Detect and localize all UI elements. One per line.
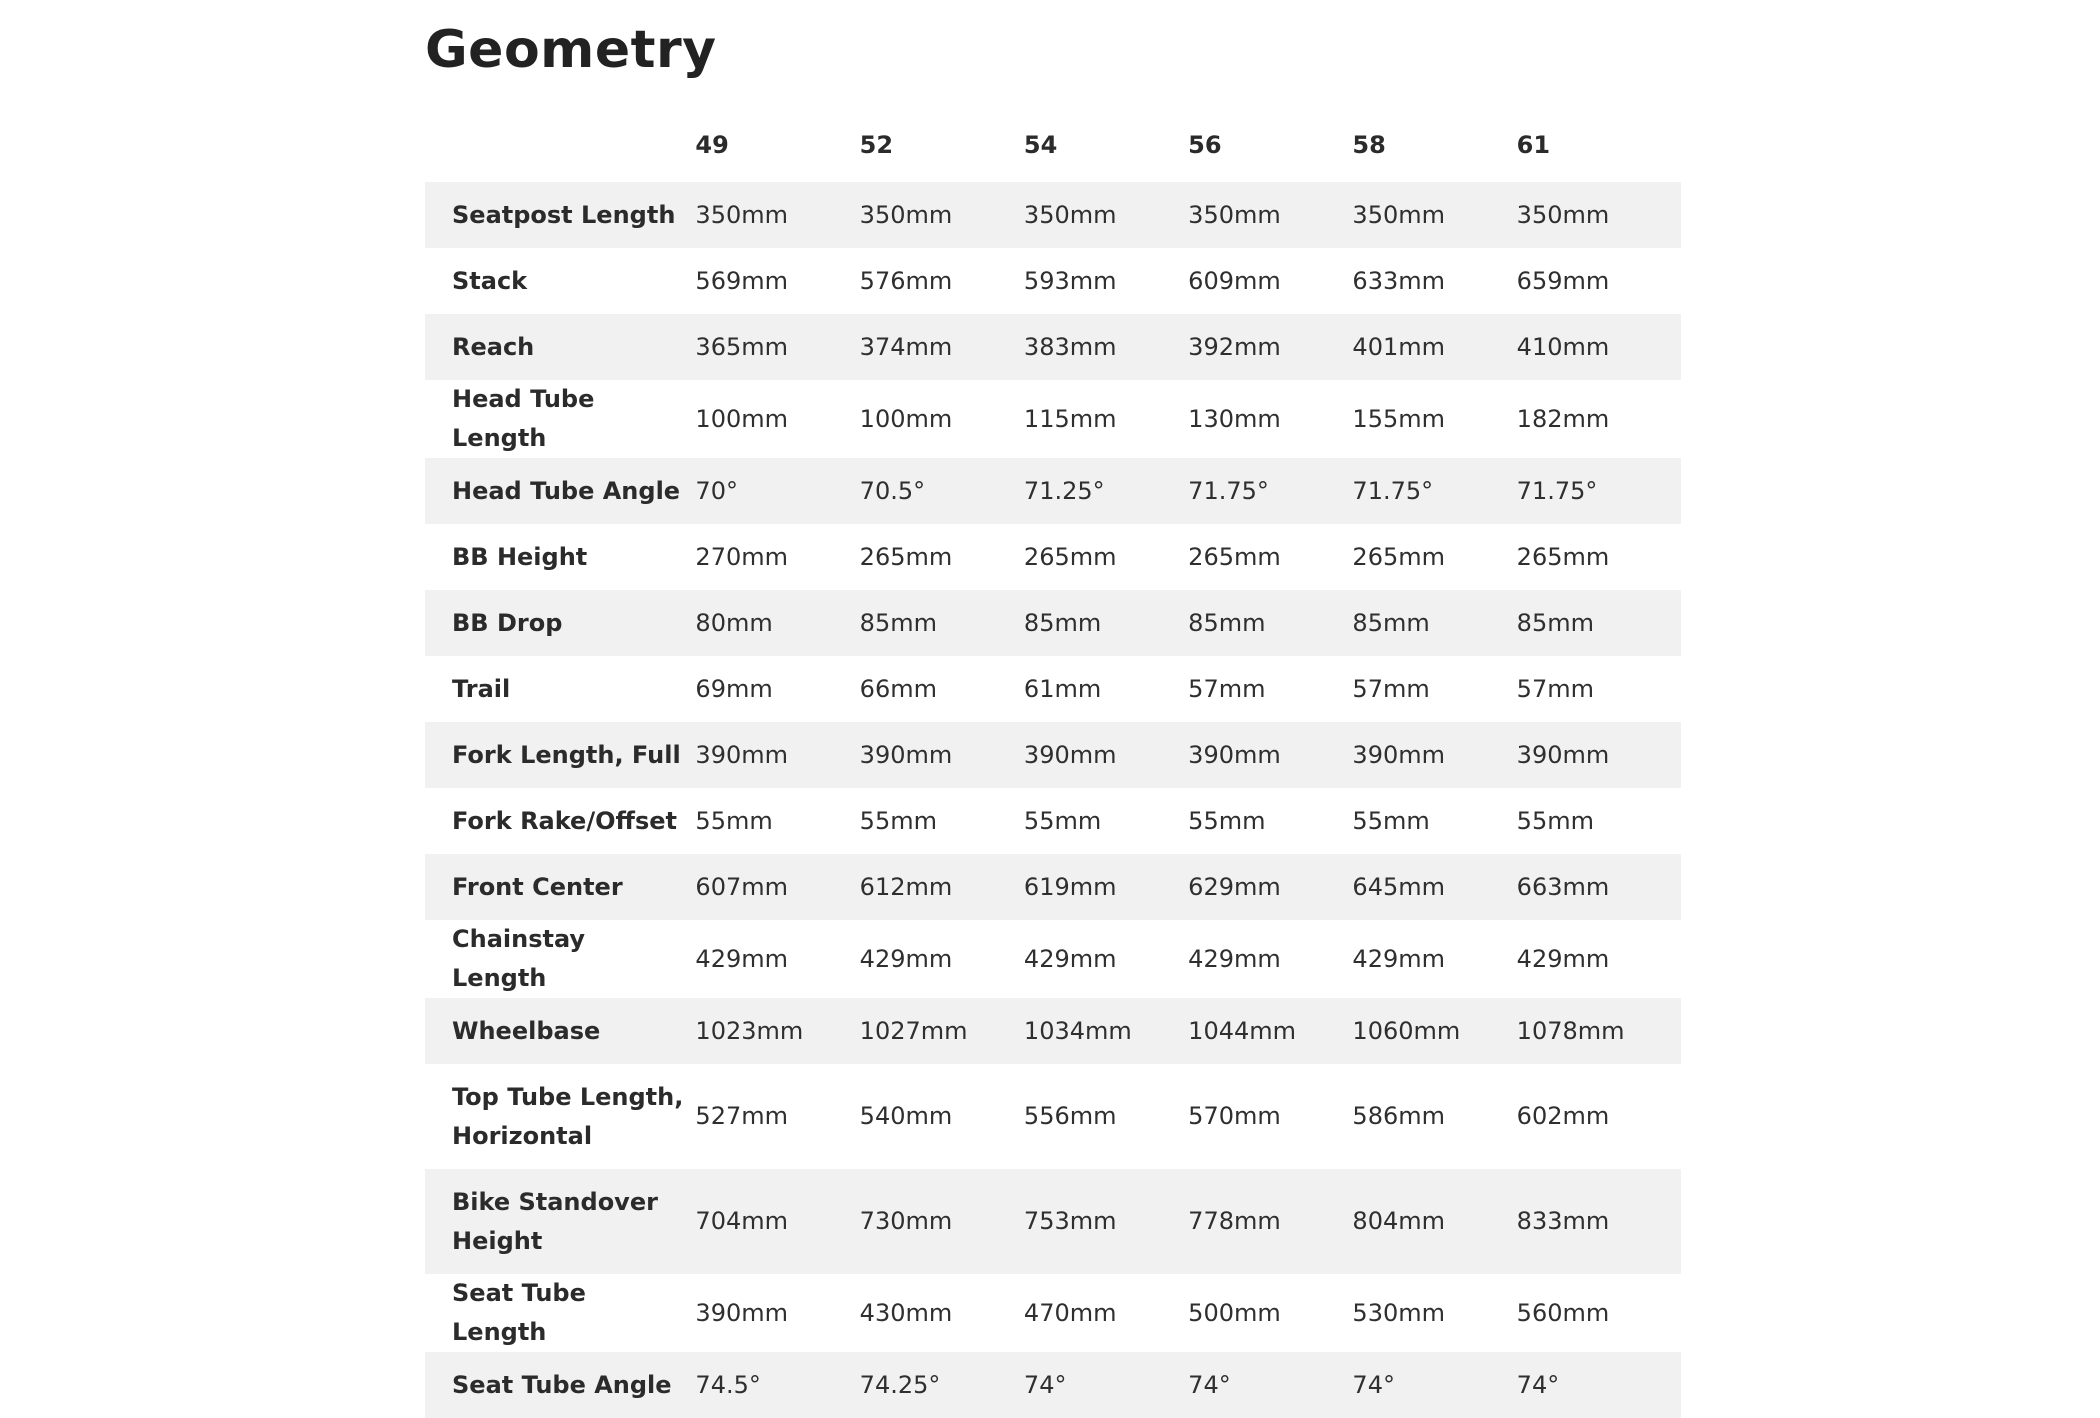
value-cell: 570mm xyxy=(1188,1102,1281,1130)
row-label: Fork Rake/Offset xyxy=(452,806,677,835)
value-cell: 71.75° xyxy=(1188,476,1269,505)
value-cell: 74.5° xyxy=(695,1370,761,1399)
value-cell: 540mm xyxy=(859,1102,953,1130)
table-row xyxy=(425,1352,1681,1418)
value-cell: 71.25° xyxy=(1023,476,1105,505)
value-cell: 350mm xyxy=(1188,200,1281,229)
row-label: Fork Length, Full xyxy=(452,740,681,769)
value-cell: 753mm xyxy=(1023,1207,1117,1235)
table-row xyxy=(425,998,1681,1064)
value-cell: 619mm xyxy=(1023,872,1117,901)
row-label: Stack xyxy=(452,266,528,295)
row-label: Reach xyxy=(452,332,535,361)
size-header-cell: 58 xyxy=(1352,131,1386,159)
value-cell: 586mm xyxy=(1352,1102,1445,1130)
table-body xyxy=(425,182,1681,1418)
value-cell: 1023mm xyxy=(695,1016,804,1045)
row-label: Top Tube Length, Horizontal xyxy=(452,1082,684,1150)
geometry-section xyxy=(425,0,1681,1418)
value-cell: 629mm xyxy=(1188,872,1281,901)
value-cell: 804mm xyxy=(1352,1207,1445,1235)
value-cell: 390mm xyxy=(1023,740,1117,769)
value-cell: 57mm xyxy=(1188,674,1266,703)
value-cell: 270mm xyxy=(695,542,788,571)
value-cell: 74.25° xyxy=(859,1370,941,1399)
value-cell: 115mm xyxy=(1023,404,1117,433)
value-cell: 612mm xyxy=(859,872,953,901)
value-cell: 85mm xyxy=(1352,608,1430,637)
value-cell: 85mm xyxy=(1188,608,1266,637)
value-cell: 556mm xyxy=(1023,1102,1117,1130)
value-cell: 390mm xyxy=(1188,740,1281,769)
value-cell: 730mm xyxy=(859,1207,953,1235)
table-row xyxy=(425,656,1681,722)
value-cell: 1044mm xyxy=(1188,1016,1297,1045)
value-cell: 55mm xyxy=(1516,806,1594,835)
value-cell: 500mm xyxy=(1188,1298,1281,1327)
value-cell: 74° xyxy=(1516,1370,1560,1399)
table-row xyxy=(425,380,1681,458)
value-cell: 569mm xyxy=(695,266,788,295)
value-cell: 74° xyxy=(1352,1370,1395,1399)
row-label: Seatpost Length xyxy=(452,200,676,229)
value-cell: 69mm xyxy=(695,674,773,703)
header-corner-cell xyxy=(425,100,695,182)
value-cell: 390mm xyxy=(695,740,788,769)
value-cell: 390mm xyxy=(695,1298,788,1327)
value-cell: 833mm xyxy=(1516,1207,1610,1235)
value-cell: 70.5° xyxy=(859,476,926,505)
size-header-cell: 61 xyxy=(1516,131,1551,159)
value-cell: 350mm xyxy=(695,200,788,229)
row-label: Trail xyxy=(452,674,511,703)
value-cell: 100mm xyxy=(859,404,953,433)
value-cell: 429mm xyxy=(1352,944,1445,973)
section-title: Geometry xyxy=(425,20,717,80)
value-cell: 470mm xyxy=(1023,1298,1117,1327)
table-row xyxy=(425,182,1681,248)
value-cell: 778mm xyxy=(1188,1207,1281,1235)
value-cell: 429mm xyxy=(859,944,953,973)
value-cell: 560mm xyxy=(1516,1298,1610,1327)
table-row xyxy=(425,248,1681,314)
value-cell: 100mm xyxy=(695,404,788,433)
value-cell: 85mm xyxy=(1023,608,1102,637)
size-header-cell: 54 xyxy=(1023,131,1058,159)
value-cell: 74° xyxy=(1188,1370,1231,1399)
value-cell: 704mm xyxy=(695,1207,788,1235)
table-header xyxy=(425,100,1681,182)
value-cell: 1027mm xyxy=(859,1016,968,1045)
geometry-table xyxy=(425,100,1681,1418)
table-row xyxy=(425,590,1681,656)
value-cell: 1078mm xyxy=(1516,1016,1625,1045)
value-cell: 85mm xyxy=(859,608,937,637)
size-header-cell: 49 xyxy=(695,131,729,159)
value-cell: 182mm xyxy=(1516,404,1610,433)
size-header-row xyxy=(425,100,1681,182)
value-cell: 1060mm xyxy=(1352,1016,1461,1045)
value-cell: 80mm xyxy=(695,608,773,637)
table-row xyxy=(425,854,1681,920)
value-cell: 57mm xyxy=(1516,674,1594,703)
row-label: BB Height xyxy=(452,542,588,571)
value-cell: 55mm xyxy=(695,806,773,835)
value-cell: 265mm xyxy=(1352,542,1445,571)
value-cell: 410mm xyxy=(1516,332,1610,361)
value-cell: 55mm xyxy=(1023,806,1102,835)
row-label: Wheelbase xyxy=(452,1016,601,1045)
value-cell: 429mm xyxy=(1188,944,1281,973)
value-cell: 130mm xyxy=(1188,404,1281,433)
value-cell: 365mm xyxy=(695,332,788,361)
value-cell: 576mm xyxy=(859,266,953,295)
value-cell: 429mm xyxy=(1516,944,1610,973)
value-cell: 390mm xyxy=(1352,740,1445,769)
value-cell: 66mm xyxy=(859,674,937,703)
value-cell: 85mm xyxy=(1516,608,1594,637)
value-cell: 633mm xyxy=(1352,266,1445,295)
value-cell: 392mm xyxy=(1188,332,1281,361)
row-label: Seat Tube Angle xyxy=(452,1370,672,1399)
value-cell: 265mm xyxy=(1516,542,1610,571)
value-cell: 607mm xyxy=(695,872,788,901)
value-cell: 265mm xyxy=(1023,542,1117,571)
value-cell: 265mm xyxy=(859,542,953,571)
value-cell: 1034mm xyxy=(1023,1016,1132,1045)
value-cell: 55mm xyxy=(859,806,937,835)
value-cell: 350mm xyxy=(1352,200,1445,229)
value-cell: 350mm xyxy=(1516,200,1610,229)
value-cell: 55mm xyxy=(1352,806,1430,835)
row-label: Chainstay Length xyxy=(452,925,586,992)
value-cell: 70° xyxy=(695,476,738,505)
value-cell: 265mm xyxy=(1188,542,1281,571)
row-label: Front Center xyxy=(452,872,623,901)
value-cell: 530mm xyxy=(1352,1298,1445,1327)
table-row xyxy=(425,920,1681,998)
row-label: Seat Tube Length xyxy=(452,1279,586,1346)
row-label: BB Drop xyxy=(452,608,563,637)
value-cell: 350mm xyxy=(859,200,953,229)
value-cell: 401mm xyxy=(1352,332,1445,361)
row-label: Head Tube Length xyxy=(452,385,595,452)
value-cell: 55mm xyxy=(1188,806,1266,835)
value-cell: 390mm xyxy=(1516,740,1610,769)
value-cell: 429mm xyxy=(695,944,788,973)
value-cell: 390mm xyxy=(859,740,953,769)
value-cell: 374mm xyxy=(859,332,953,361)
value-cell: 429mm xyxy=(1023,944,1117,973)
value-cell: 350mm xyxy=(1023,200,1117,229)
row-label: Bike Standover Height xyxy=(452,1187,658,1255)
size-header-cell: 56 xyxy=(1188,131,1222,159)
table-row xyxy=(425,314,1681,380)
value-cell: 663mm xyxy=(1516,872,1610,901)
value-cell: 645mm xyxy=(1352,872,1445,901)
value-cell: 527mm xyxy=(695,1102,788,1130)
size-header-cell: 52 xyxy=(859,131,894,159)
value-cell: 383mm xyxy=(1023,332,1117,361)
value-cell: 659mm xyxy=(1516,266,1610,295)
value-cell: 71.75° xyxy=(1352,476,1434,505)
row-label: Head Tube Angle xyxy=(452,476,681,505)
value-cell: 57mm xyxy=(1352,674,1430,703)
value-cell: 155mm xyxy=(1352,404,1445,433)
value-cell: 430mm xyxy=(859,1298,953,1327)
value-cell: 609mm xyxy=(1188,266,1281,295)
value-cell: 602mm xyxy=(1516,1102,1610,1130)
table-row xyxy=(425,524,1681,590)
table-row xyxy=(425,1274,1681,1352)
table-row xyxy=(425,722,1681,788)
table-row xyxy=(425,788,1681,854)
table-row xyxy=(425,1064,1681,1169)
table-row xyxy=(425,1169,1681,1274)
value-cell: 74° xyxy=(1023,1370,1067,1399)
value-cell: 71.75° xyxy=(1516,476,1598,505)
value-cell: 593mm xyxy=(1023,266,1117,295)
value-cell: 61mm xyxy=(1023,674,1102,703)
table-row xyxy=(425,458,1681,524)
